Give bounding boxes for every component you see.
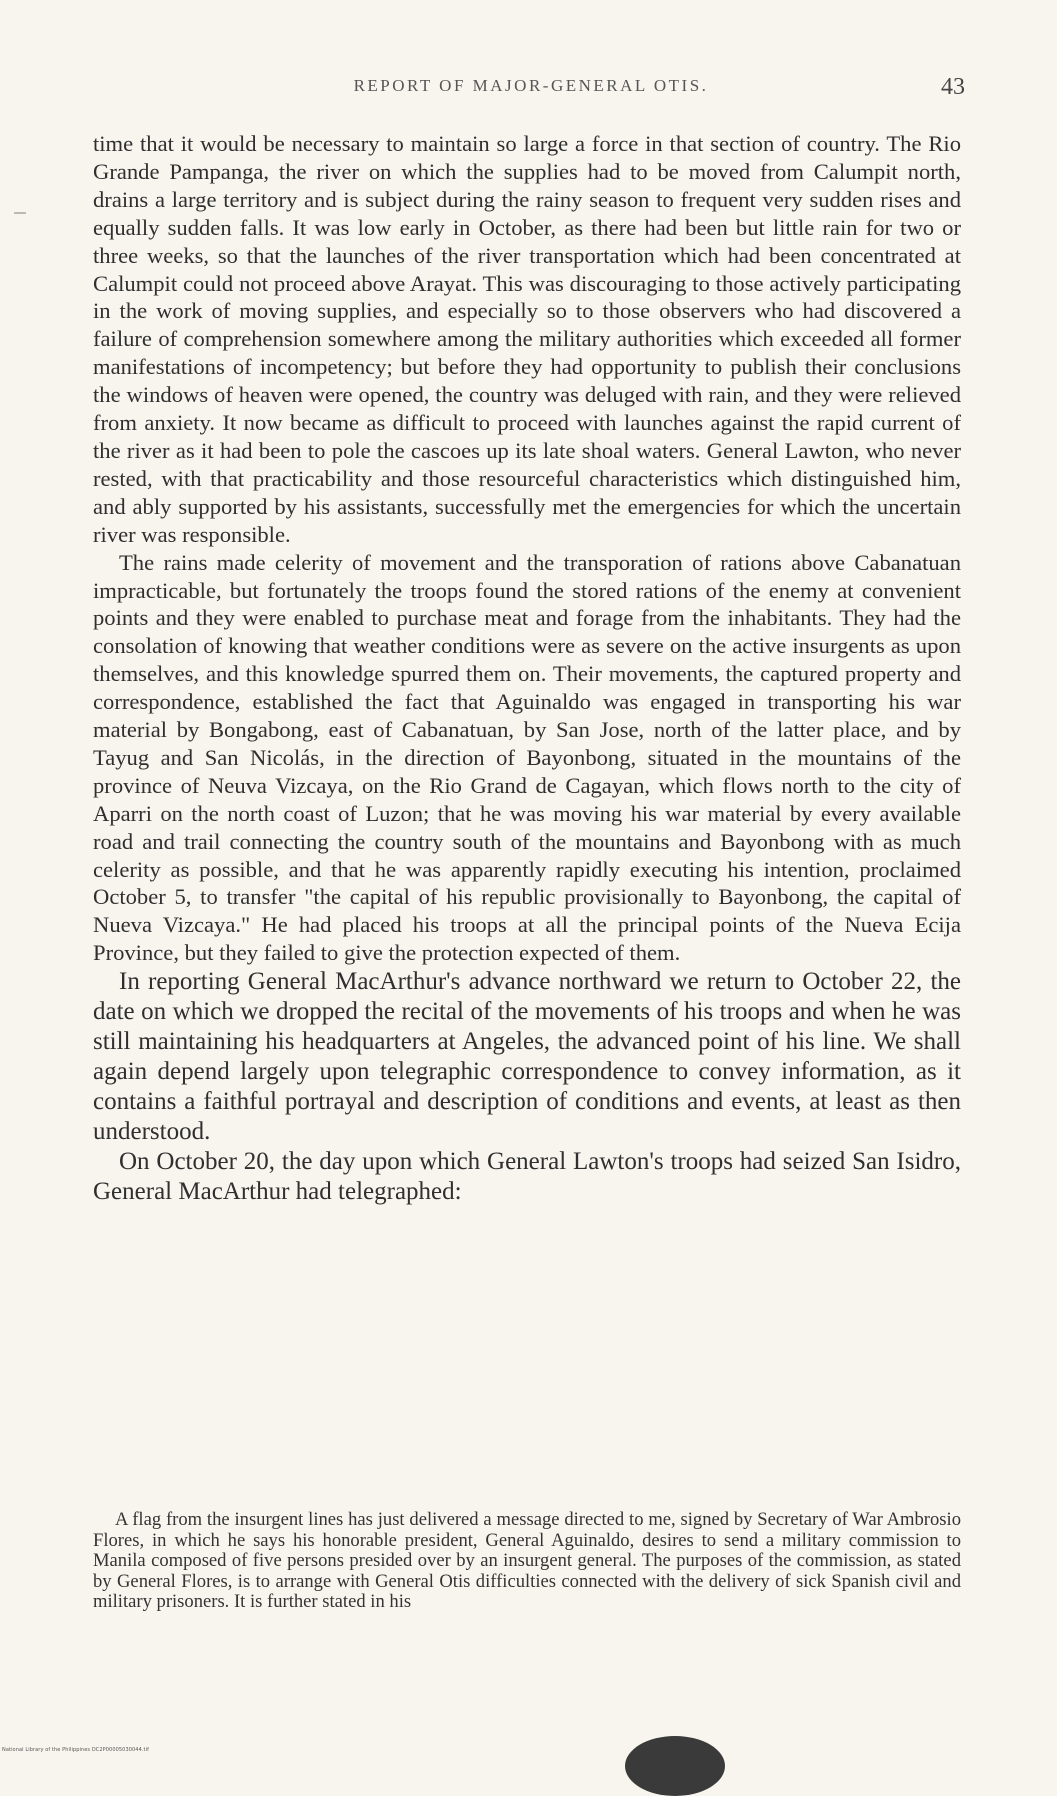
thumb-shadow [625, 1736, 725, 1796]
page-number: 43 [941, 74, 965, 100]
body-text [93, 130, 961, 1207]
block-quote: A flag from the insurgent lines has just delivered a message directed to me, signed by Secretary of War Ambrosio Flores, in which he says his honorable president, General Aguinaldo, desires to send a military commission to Manila composed of five persons presided over by an insurgent general. The purposes of the commission, as stated by General Flores, is to arrange with General Otis difficulties connected with the delivery of sick Spanish civil and military prisoners. It is further stated in his [93, 1509, 961, 1612]
scan-footer: National Library of the Philippines DC2P00005030044.tif [2, 1747, 149, 1753]
paragraph-4: On October 20, the day upon which General Lawton's troops had seized San Isidro, General MacArthur had telegraphed: [93, 1148, 961, 1206]
running-title: REPORT OF MAJOR-GENERAL OTIS. [353, 76, 709, 95]
paragraph-3: In reporting General MacArthur's advance northward we return to October 22, the date on which we dropped the recital of the movements of his troops and when he was still maintaining his headquarters at Angeles, the advanced point of his line. We shall again depend largely upon telegraphic correspondence to convey information, as it contains a faithful portrayal and description of conditions and events, at least as then understood. [93, 968, 961, 1146]
paragraph-1: time that it would be necessary to maintain so large a force in that section of country. The Rio Grande Pampanga, the river on which the supplies had to be moved from Calumpit north, drains a large territory and is subject during the rainy season to frequent very sudden rises and equally sudden falls. It was low early in October, as there had been but little rain for two or three weeks, so that the launches of the river transportation which had been concentrated at Calumpit could not proceed above Arayat. This was discouraging to those actively participating in the work of moving supplies, and especially so to those observers who had discovered a failure of comprehension somewhere among the military authorities which exceeded all former manifestations of incompetency; but before they had opportunity to publish their conclusions the windows of heaven were opened, the country was deluged with rain, and they were relieved from anxiety. It now became as difficult to proceed with launches against the rapid current of the river as it had been to pole the cascoes up its late shoal waters. General Lawton, who never rested, with that practicability and those resourceful characteristics which distinguished him, and ably supported by his assistants, successfully met the emergencies for which the uncertain river was responsible. [93, 131, 961, 547]
paragraph-2: The rains made celerity of movement and the transporation of rations above Cabanatuan impracticable, but fortunately the troops found the stored rations of the enemy at convenient points and they were enabled to purchase meat and forage from the inhabitants. They had the consolation of knowing that weather conditions were as severe on the active insurgents as upon themselves, and this knowledge spurred them on. Their movements, the captured property and correspondence, established the fact that Aguinaldo was engaged in transporting his war material by Bongabong, east of Cabanatuan, by San Jose, north of the latter place, and by Tayug and San Nicolás, in the direction of Bayonbong, situated in the mountains of the province of Neuva Vizcaya, on the Rio Grand de Cagayan, which flows north to the city of Aparri on the north coast of Luzon; that he was moving his war material by every available road and trail connecting the country south of the mountains and Bayonbong with as much celerity as possible, and that he was apparently rapidly executing his intention, proclaimed October 5, to transfer "the capital of his republic provisionally to Bayonbong, the capital of Nueva Vizcaya." He had placed his troops at all the principal points of the Nueva Ecija Province, but they failed to give the protection expected of them. [93, 549, 961, 966]
margin-mark [14, 212, 26, 214]
